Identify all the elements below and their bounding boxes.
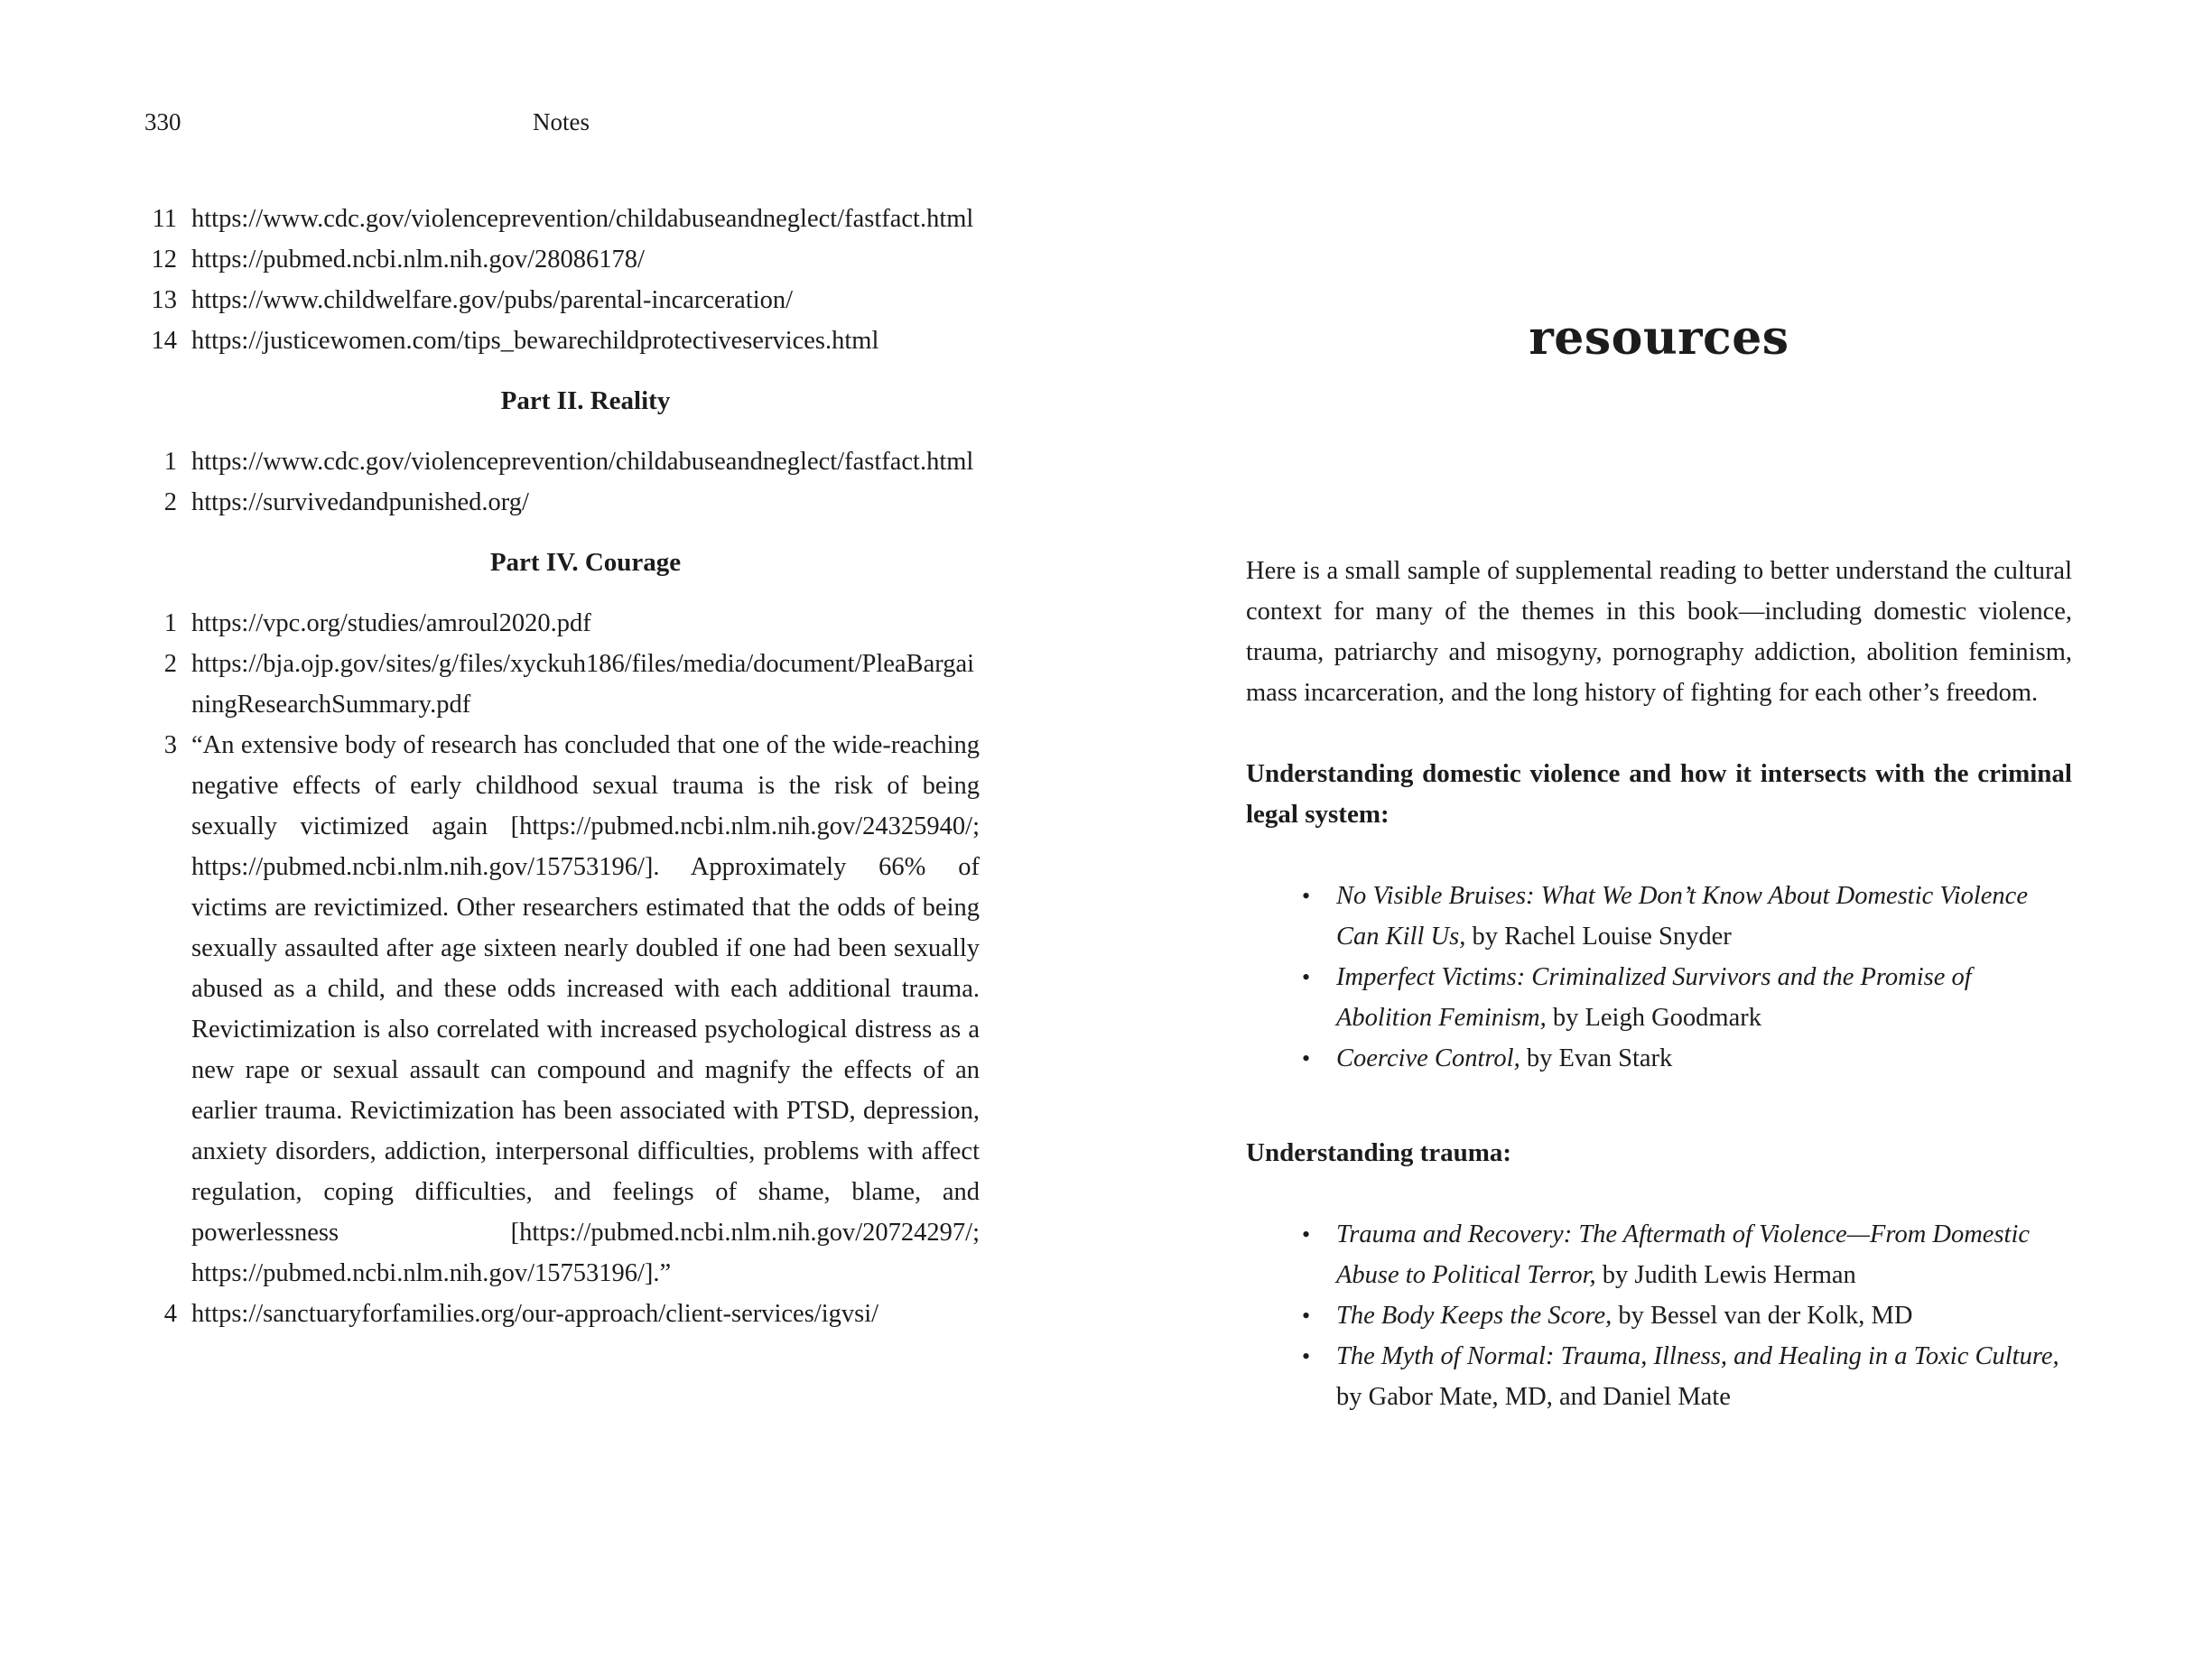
section-heading-part-ii: Part II. Reality: [500, 386, 671, 415]
note-number: 12: [151, 246, 177, 274]
bullet-icon: •: [1302, 1045, 1311, 1072]
right-page: [1246, 108, 2072, 1417]
left-page: [144, 108, 980, 1334]
note-number: 11: [152, 205, 177, 233]
running-title: Notes: [533, 108, 590, 135]
note-number: 1: [163, 448, 177, 476]
note-text: https://vpc.org/studies/amroul2020.pdf: [191, 609, 591, 637]
note-number: 2: [163, 488, 177, 516]
book-author: by Gabor Mate, MD, and Daniel Mate: [1336, 1383, 1731, 1411]
bullet-icon: •: [1302, 883, 1311, 909]
notes-list-part-1: [144, 199, 980, 361]
dv-book-list: [1246, 876, 2072, 1079]
trauma-book-list: [1246, 1214, 2072, 1417]
dv-heading: Understanding domestic violence and how it intersects with the criminal legal system:: [1246, 759, 2072, 829]
note-number: 4: [163, 1300, 177, 1328]
bullet-icon: •: [1302, 1221, 1311, 1248]
book-title: The Myth of Normal: Trauma, Illness, and Healing in a Toxic Culture,: [1336, 1342, 2059, 1370]
chapter-title: resources: [1529, 311, 1789, 366]
note-item: [144, 280, 980, 320]
bullet-icon: •: [1302, 1303, 1311, 1329]
book-author: by Rachel Louise Snyder: [1465, 923, 1732, 951]
note-item: [144, 320, 980, 361]
note-number: 14: [151, 327, 177, 355]
trauma-heading: Understanding trauma:: [1246, 1138, 1512, 1167]
book-author: by Leigh Goodmark: [1546, 1004, 1761, 1032]
note-text: https://bja.ojp.gov/sites/g/files/xyckuh186/files/media/document/PleaBargainingResearchSummary.pdf: [191, 650, 975, 719]
note-item: [144, 603, 980, 644]
note-item: [144, 239, 980, 280]
book-title: Trauma and Recovery: The Aftermath of Violence—From Domestic Abuse to Political Terror,: [1336, 1220, 2031, 1289]
notes-list-part-iv: [144, 603, 980, 1334]
notes-list-part-ii: [144, 441, 980, 523]
note-number: 13: [151, 286, 177, 314]
note-text: https://sanctuaryforfamilies.org/our-approach/client-services/igvsi/: [191, 1300, 879, 1328]
book-item: [1302, 957, 2072, 1038]
note-item: [144, 482, 980, 523]
note-number: 1: [163, 609, 177, 637]
note-item: [144, 1294, 980, 1334]
book-item: [1302, 876, 2072, 957]
page-number: 330: [144, 108, 181, 135]
bullet-icon: •: [1302, 964, 1311, 990]
note-number: 2: [163, 650, 177, 678]
note-item: [144, 644, 980, 725]
book-title: The Body Keeps the Score,: [1336, 1302, 1613, 1330]
bullet-icon: •: [1302, 1343, 1311, 1369]
book-title: Imperfect Victims: Criminalized Survivors and the Promise of Abolition Feminism,: [1336, 963, 1972, 1032]
section-heading-part-iv: Part IV. Courage: [489, 548, 682, 577]
note-text: https://pubmed.ncbi.nlm.nih.gov/28086178/: [191, 246, 645, 274]
book-author: by Evan Stark: [1520, 1044, 1673, 1072]
book-item: [1302, 1295, 2072, 1336]
note-text: https://www.cdc.gov/violenceprevention/childabuseandneglect/fastfact.html: [191, 205, 974, 233]
note-text: “An extensive body of research has concluded that one of the wide-reaching negative effects of early childhood sexual trauma is the risk of being sexually victimized again [https://pubmed.ncbi.nlm.nih.gov/24325940/; https://pubmed.ncbi.nlm.nih.gov/15753196/]. Approximately 66% of victims are revictimized. Other researchers estimated that the odds of being sexually assaulted after age sixteen nearly doubled if one had been sexually abused as a child, and these odds increased with each additional trauma. Revictimization is also correlated with increased psychological distress as a new rape or sexual assault can compound and magnify the effects of an earlier trauma. Revictimization has been associated with PTSD, depression, anxiety disorders, addiction, interpersonal difficulties, problems with affect regulation, coping difficulties, and feelings of shame, blame, and powerlessness [https://pubmed.ncbi.nlm.nih.gov/20724297/; https://pubmed.ncbi.nlm.nih.gov/15753196/].”: [191, 731, 980, 1287]
note-item-long-quote: [144, 725, 980, 1294]
note-number: 3: [163, 731, 177, 759]
book-author: by Bessel van der Kolk, MD: [1612, 1302, 1913, 1330]
intro-paragraph: Here is a small sample of supplemental reading to better understand the cultural context for many of the themes in this book—including domestic violence, trauma, patriarchy and misogyny, pornography addiction, abolition feminism, mass incarceration, and the long history of fighting for each other’s freedom.: [1246, 557, 2072, 707]
book-author: by Judith Lewis Herman: [1595, 1261, 1856, 1289]
note-text: https://survivedandpunished.org/: [191, 488, 529, 516]
book-title: No Visible Bruises: What We Don’t Know About Domestic Violence Can Kill Us,: [1336, 882, 2028, 951]
book-item: [1302, 1336, 2072, 1417]
note-text: https://www.childwelfare.gov/pubs/parental-incarceration/: [191, 286, 794, 314]
book-item: [1302, 1038, 2072, 1079]
book-item: [1302, 1214, 2072, 1295]
note-item: [144, 441, 980, 482]
note-text: https://justicewomen.com/tips_bewarechildprotectiveservices.html: [191, 327, 879, 355]
running-head: [144, 108, 980, 144]
note-text: https://www.cdc.gov/violenceprevention/childabuseandneglect/fastfact.html: [191, 448, 974, 476]
book-title: Coercive Control,: [1336, 1044, 1520, 1072]
note-item: [144, 199, 980, 239]
